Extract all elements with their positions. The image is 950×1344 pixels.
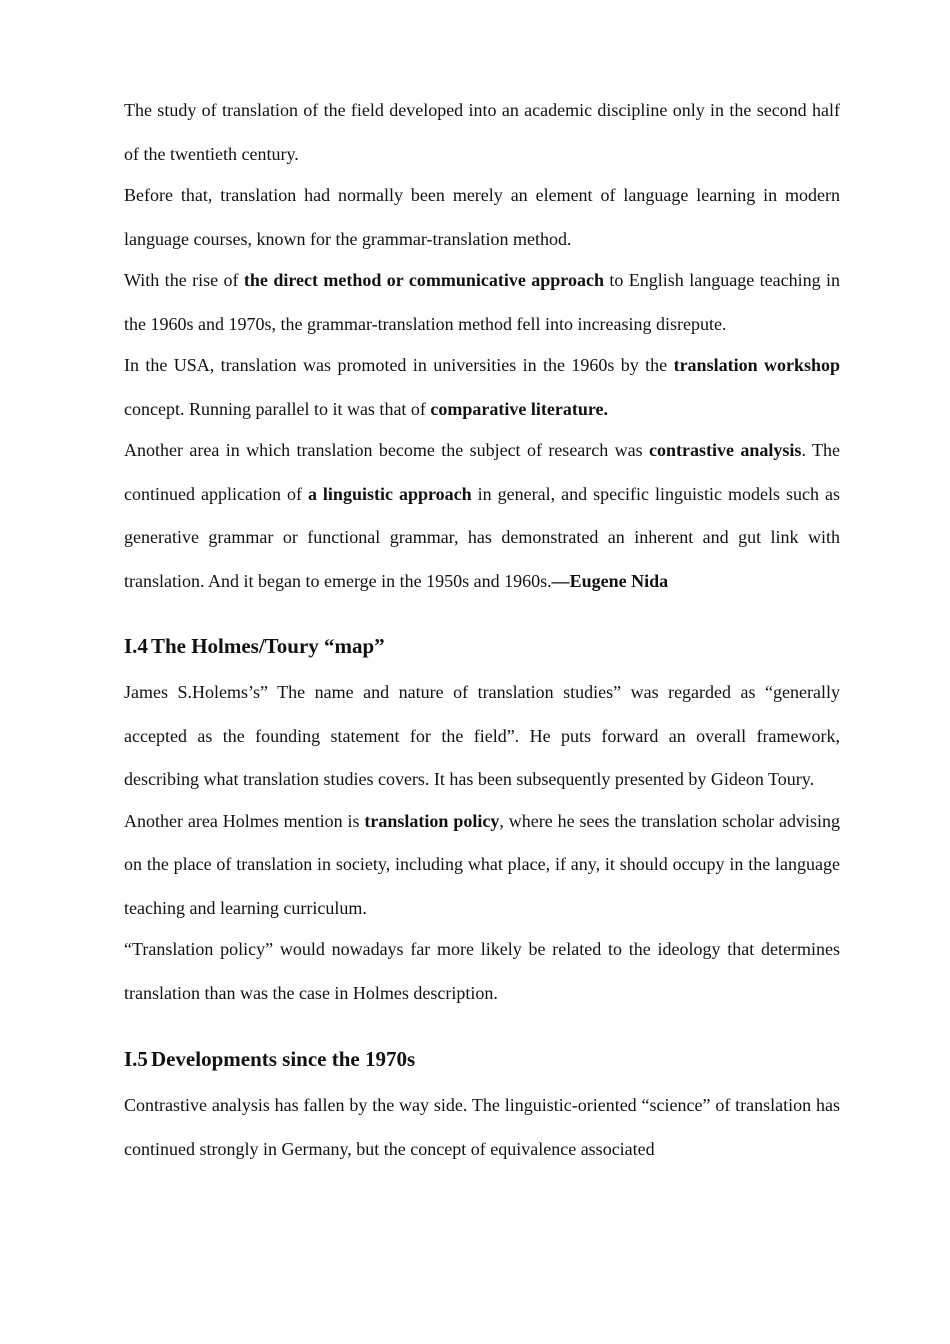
- paragraph-text: With the rise of: [124, 270, 244, 290]
- section-heading-holmes-toury-map: [124, 631, 840, 661]
- paragraph-text: concept. Running parallel to it was that of: [124, 398, 431, 419]
- paragraph-text: James S.Holems’s” The name and nature of translation studies” was regarded as “generally accepted as the founding statement for the field”. He puts forward an overall framework, describing what translation studies covers. It has been subsequently presented by Gideon Toury.: [124, 682, 840, 789]
- bold-term-translation-workshop: translation workshop: [673, 355, 841, 375]
- paragraph-text: Another area in which translation become the subject of research was: [124, 440, 650, 460]
- paragraph-text: The study of translation of the field developed into an academic discipline only in the second half of the twentieth century.: [124, 100, 840, 164]
- paragraph-text: In the USA, translation was promoted in universities in the 1960s by the: [124, 355, 674, 375]
- paragraph-academic-discipline: [124, 89, 840, 176]
- paragraph-text: . The continued application of: [124, 440, 840, 504]
- paragraph-text: to English language teaching in the 1960s and 1970s, the grammar-translation method fell into increasing disrepute.: [124, 270, 840, 334]
- paragraph-direct-method: [124, 259, 840, 346]
- section-title: Developments since the 1970s: [150, 1047, 416, 1071]
- paragraph-text: in general, and specific linguistic models such as generative grammar or functional grammar, has demonstrated an inherent and gut link with translation. And it began to emerge in the 1950s and 1960s.: [124, 483, 841, 591]
- paragraph-text: Before that, translation had normally been merely an element of language learning in modern language courses, known for the grammar-translation method.: [124, 185, 840, 249]
- paragraph-contrastive-analysis: [124, 429, 840, 603]
- paragraph-text: “Translation policy” would nowadays far more likely be related to the ideology that determines translation than was the case in Holmes description.: [124, 939, 840, 1003]
- paragraph-developments: [124, 1084, 840, 1171]
- bold-term-eugene-nida: —Eugene Nida: [551, 570, 669, 591]
- bold-term-direct-method: the direct method or communicative approach: [243, 270, 604, 290]
- paragraph-translation-policy: [124, 800, 840, 931]
- bold-term-linguistic-approach: a linguistic approach: [307, 483, 472, 504]
- section-number: I.4: [124, 634, 148, 658]
- paragraph-text: , where he sees the translation scholar advising on the place of translation in society, including what place, if any, it should occupy in the language teaching and learning curriculum.: [124, 810, 840, 918]
- bold-term-translation-policy: translation policy: [364, 810, 500, 831]
- paragraph-text: Another area Holmes mention is: [124, 810, 365, 831]
- bold-term-contrastive-analysis: contrastive analysis: [649, 440, 802, 460]
- paragraph-grammar-translation: [124, 174, 840, 261]
- section-heading-developments-since-1970s: [124, 1044, 840, 1074]
- paragraph-holmes-statement: [124, 671, 840, 802]
- paragraph-ideology: [124, 928, 840, 1015]
- paragraph-usa-workshop: [124, 344, 840, 431]
- paragraph-text: Contrastive analysis has fallen by the way side. The linguistic-oriented “science” of translation has continued strongly in Germany, but the concept of equivalence associated: [124, 1095, 840, 1159]
- document-body: [124, 89, 840, 1171]
- bold-term-comparative-literature: comparative literature.: [430, 398, 609, 419]
- section-title: The Holmes/Toury “map”: [150, 634, 385, 658]
- section-number: I.5: [124, 1047, 148, 1071]
